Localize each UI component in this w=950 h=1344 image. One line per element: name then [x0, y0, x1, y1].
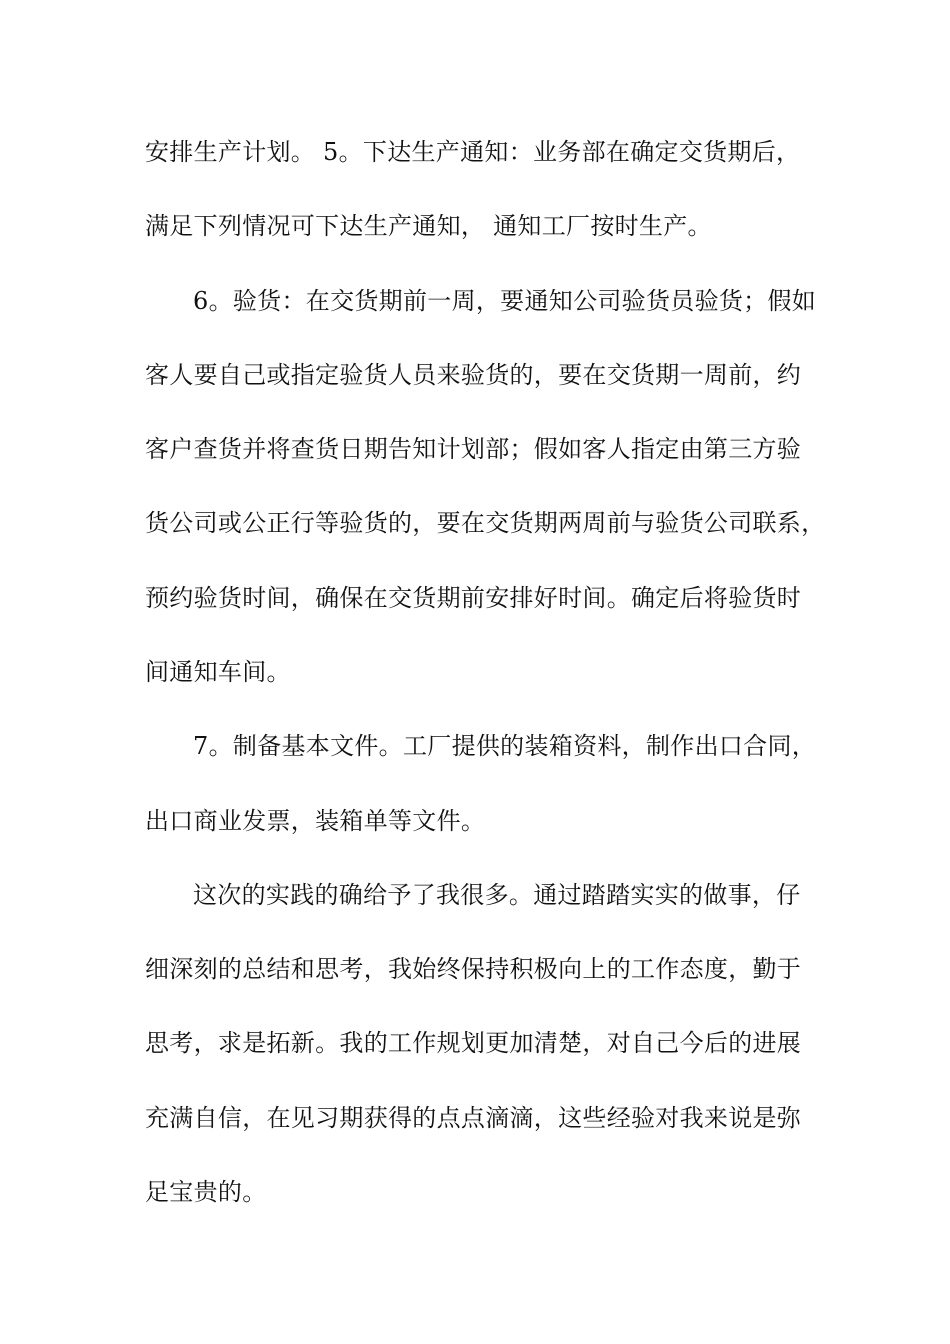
- paragraph-start-line: 这次的实践的确给予了我很多。通过踏踏实实的做事，仔: [193, 881, 801, 909]
- text-line: 客户查货并将查货日期告知计划部；假如客人指定由第三方验: [145, 435, 802, 463]
- text-line: 出口商业发票，装箱单等文件。: [145, 807, 486, 835]
- text-line: 充满自信，在见习期获得的点点滴滴，这些经验对我来说是弥: [145, 1104, 802, 1132]
- text-line: 安排生产计划。 5。下达生产通知：业务部在确定交货期后，: [145, 138, 801, 166]
- text-line: 客人要自己或指定验货人员来验货的，要在交货期一周前，约: [145, 361, 802, 389]
- text-line: 货公司或公正行等验货的，要在交货期两周前与验货公司联系，: [145, 509, 826, 537]
- text-line: 细深刻的总结和思考，我始终保持积极向上的工作态度，勤于: [145, 955, 802, 983]
- paragraph-start-line: 7。制备基本文件。工厂提供的装箱资料，制作出口合同，: [193, 732, 817, 760]
- text-line: 足宝贵的。: [145, 1178, 267, 1206]
- text-line: 满足下列情况可下达生产通知， 通知工厂按时生产。: [145, 212, 712, 240]
- text-line: 思考，求是拓新。我的工作规划更加清楚，对自己今后的进展: [145, 1029, 802, 1057]
- paragraph-start-line: 6。验货：在交货期前一周，要通知公司验货员验货；假如: [193, 287, 817, 315]
- text-line: 间通知车间。: [145, 658, 291, 686]
- text-line: 预约验货时间，确保在交货期前安排好时间。确定后将验货时: [145, 584, 802, 612]
